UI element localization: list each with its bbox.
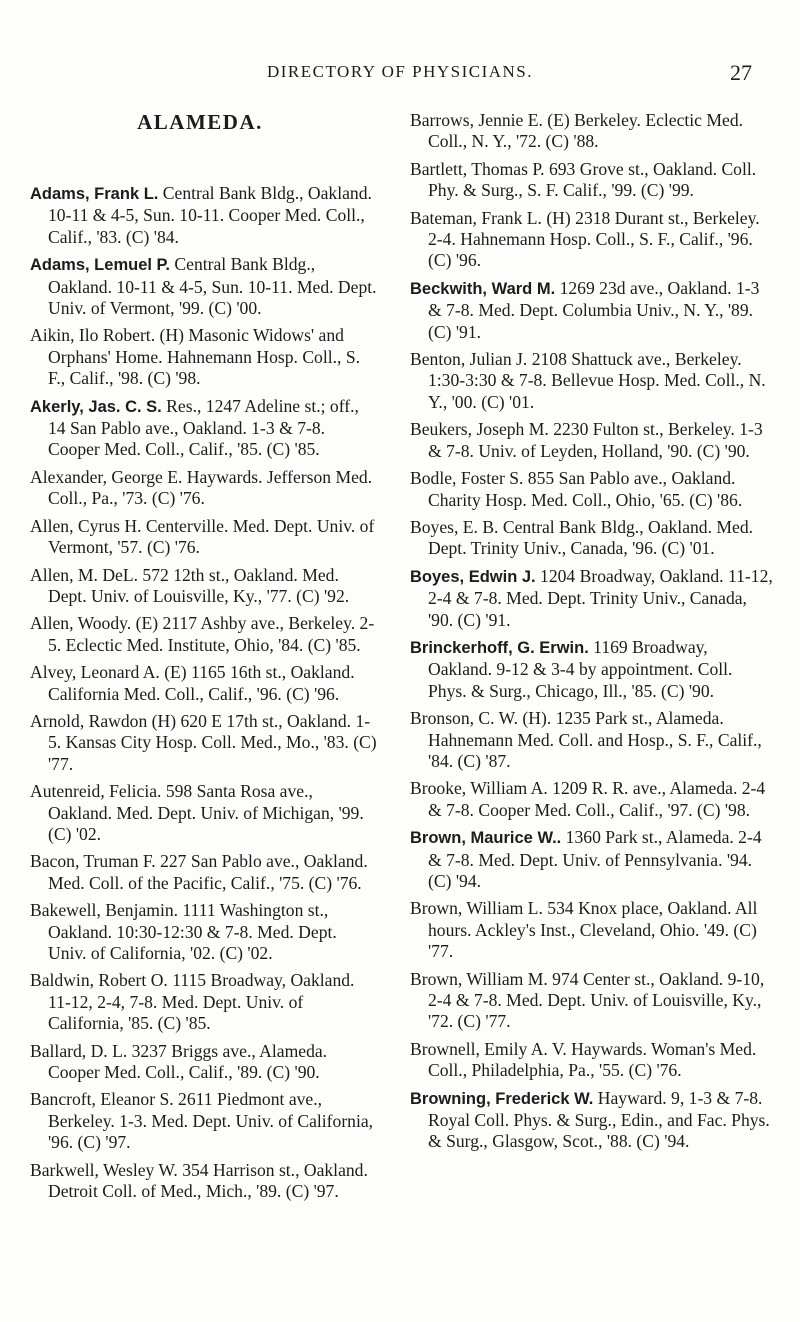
entry-details: (H) Masonic Widows' and Orphans' Home. Hahnemann Hosp. Coll., S. F., Calif., '98. (C) '98.	[48, 325, 361, 389]
physician-name: Alexander, George E.	[30, 466, 183, 487]
directory-entry	[410, 278, 775, 343]
entry-details: 2230 Fulton st., Berkeley. 1-3 & 7-8. Univ. of Leyden, Holland, '90. (C) '90.	[428, 419, 763, 461]
physician-name: Brownell, Emily A. V.	[410, 1038, 567, 1059]
directory-entry	[410, 969, 775, 1033]
physician-name: Brooke, William A.	[410, 778, 548, 799]
directory-entry	[30, 711, 378, 775]
entry-details: 2611 Piedmont ave., Berkeley. 1-3. Med. Dept. Univ. of California, '96. (C) '97.	[48, 1089, 374, 1153]
directory-entry	[410, 349, 775, 413]
directory-entry	[410, 110, 775, 153]
directory-entry	[410, 159, 775, 202]
entry-details: Centerville. Med. Dept. Univ. of Vermont, '57. (C) '76.	[48, 515, 375, 558]
directory-entry	[410, 1039, 775, 1082]
physician-name: Bancroft, Eleanor S.	[30, 1089, 174, 1110]
physician-name: Brinckerhoff, G. Erwin.	[410, 638, 589, 657]
physician-name: Benton, Julian J.	[410, 349, 528, 370]
directory-entry	[30, 1089, 378, 1153]
physician-name: Bronson, C. W.	[410, 708, 519, 729]
section-title: ALAMEDA.	[137, 110, 263, 134]
entry-details: (E) 1165 16th st., Oakland. California Med. Coll., Calif., '96. (C) '96.	[48, 662, 355, 704]
directory-entry	[30, 970, 378, 1034]
directory-entry	[30, 613, 378, 656]
physician-name: Browning, Frederick W.	[410, 1089, 594, 1108]
physician-name: Brown, Maurice W..	[410, 829, 562, 848]
entry-details: 3237 Briggs ave., Alameda. Cooper Med. Coll., Calif., '89. (C) '90.	[48, 1040, 328, 1083]
physician-name: Beukers, Joseph M.	[410, 419, 549, 440]
directory-entry	[30, 396, 378, 461]
entry-details: Central Bank Bldg., Oakland. 10-11 & 4-5, Sun. 10-11. Med. Dept. Univ. of Vermont, '99. (C) '00.	[48, 254, 377, 319]
physician-name: Boyes, E. B.	[410, 516, 499, 537]
entry-details: 693 Grove st., Oakland. Coll. Phy. & Surg., S. F. Calif., '99. (C) '99.	[428, 158, 757, 201]
physician-name: Brown, William L.	[410, 898, 543, 919]
physician-name: Allen, Woody.	[30, 613, 132, 634]
entry-details: 1209 R. R. ave., Alameda. 2-4 & 7-8. Cooper Med. Coll., Calif., '97. (C) '98.	[428, 778, 766, 820]
physician-name: Brown, William M.	[410, 968, 548, 989]
physician-name: Boyes, Edwin J.	[410, 567, 536, 586]
running-head	[0, 60, 800, 85]
physician-name: Barrows, Jennie E.	[410, 110, 543, 130]
physician-name: Arnold, Rawdon	[30, 710, 148, 731]
page-number: 27	[730, 60, 752, 85]
entry-details: 1115 Broadway, Oakland. 11-12, 2-4, 7-8. Med. Dept. Univ. of California, '85. (C) '85.	[48, 970, 355, 1034]
physician-name: Adams, Lemuel P.	[30, 256, 171, 275]
directory-entry	[30, 565, 378, 608]
entry-details: 855 San Pablo ave., Oakland. Charity Hosp. Med. Coll., Ohio, '65. (C) '86.	[428, 468, 743, 510]
directory-entry	[30, 254, 378, 319]
directory-entry	[410, 827, 775, 892]
entry-details: 1360 Park st., Alameda. 2-4 & 7-8. Med. Dept. Univ. of Pennsylvania. '94. (C) '94.	[428, 827, 762, 891]
directory-entry	[410, 517, 775, 560]
physician-name: Bodle, Foster S.	[410, 468, 524, 489]
directory-entry	[30, 900, 378, 964]
entry-details: 1204 Broadway, Oakland. 11-12, 2-4 & 7-8. Med. Dept. Trinity Univ., Canada, '90. (C) '91.	[428, 565, 773, 630]
entry-details: (E) 2117 Ashby ave., Berkeley. 2-5. Eclectic Med. Institute, Ohio, '84. (C) '85.	[48, 613, 375, 655]
entry-details: Hayward. 9, 1-3 & 7-8. Royal Coll. Phys. & Surg., Edin., and Fac. Phys. & Surg., Glasgow, Scot., '88. (C) '94.	[428, 1087, 770, 1152]
entry-details: (H) 2318 Durant st., Berkeley. 2-4. Hahnemann Hosp. Coll., S. F., Calif., '96. (C) '96.	[428, 207, 760, 271]
entry-details: Res., 1247 Adeline st.; off., 14 San Pablo ave., Oakland. 1-3 & 7-8. Cooper Med. Coll., Calif., '85. (C) '85.	[48, 395, 359, 460]
directory-entry	[410, 419, 775, 462]
physician-name: Barkwell, Wesley W.	[30, 1159, 178, 1180]
physician-name: Beckwith, Ward M.	[410, 279, 556, 298]
entry-details: 354 Harrison st., Oakland. Detroit Coll. of Med., Mich., '89. (C) '97.	[48, 1159, 368, 1202]
left-column	[30, 110, 378, 1208]
physician-name: Allen, M. DeL.	[30, 564, 138, 585]
directory-entry	[410, 208, 775, 272]
directory-entry	[410, 566, 775, 631]
entry-details: (H) 620 E 17th st., Oakland. 1-5. Kansas City Hosp. Coll. Med., Mo., '83. (C) '77.	[48, 710, 377, 774]
directory-entry	[30, 183, 378, 248]
entry-details: Central Bank Bldg., Oakland. Med. Dept. Trinity Univ., Canada, '96. (C) '01.	[428, 516, 754, 559]
physician-name: Aikin, Ilo Robert.	[30, 325, 156, 346]
directory-entry	[410, 778, 775, 821]
entry-details: Central Bank Bldg., Oakland. 10-11 & 4-5, Sun. 10-11. Cooper Med. Coll., Calif., '83. (C) '84.	[48, 183, 372, 247]
physician-name: Alvey, Leonard A.	[30, 662, 160, 683]
physician-name: Adams, Frank L.	[30, 185, 159, 203]
physician-name: Autenreid, Felicia.	[30, 781, 162, 802]
running-title: DIRECTORY OF PHYSICIANS.	[266, 62, 533, 81]
physician-name: Akerly, Jas. C. S.	[30, 397, 162, 416]
physician-name: Bartlett, Thomas P.	[410, 158, 545, 179]
physician-name: Baldwin, Robert O.	[30, 970, 168, 991]
entry-details: 2108 Shattuck ave., Berkeley. 1:30-3:30 & 7-8. Bellevue Hosp. Med. Coll., N. Y., '00. (C) '01.	[428, 349, 766, 412]
physician-name: Bateman, Frank L.	[410, 207, 542, 228]
physician-name: Bakewell, Benjamin.	[30, 900, 179, 921]
directory-entry	[30, 516, 378, 559]
entry-details: (E) Berkeley. Eclectic Med. Coll., N. Y., '72. (C) '88.	[428, 110, 744, 152]
entry-details: 1111 Washington st., Oakland. 10:30-12:30 & 7-8. Med. Dept. Univ. of California, '02. (C) '02.	[48, 900, 337, 963]
directory-entry	[30, 467, 378, 510]
directory-entry	[30, 781, 378, 845]
directory-entry	[410, 1088, 775, 1153]
physician-name: Bacon, Truman F.	[30, 851, 156, 872]
directory-entry	[30, 1160, 378, 1203]
directory-entry	[410, 708, 775, 772]
entry-details: 1269 23d ave., Oakland. 1-3 & 7-8. Med. Dept. Columbia Univ., N. Y., '89. (C) '91.	[428, 277, 760, 342]
right-column	[410, 110, 775, 1159]
directory-entry	[30, 662, 378, 705]
directory-entry	[410, 468, 775, 511]
directory-entry	[30, 1041, 378, 1084]
entry-details: 534 Knox place, Oakland. All hours. Ackley's Inst., Cleveland, Ohio. '49. (C) '77.	[428, 898, 758, 962]
entry-details: 1169 Broadway, Oakland. 9-12 & 3-4 by appointment. Coll. Phys. & Surg., Chicago, Ill., '85. (C) '90.	[428, 636, 733, 701]
directory-entry	[30, 325, 378, 389]
entry-details: 572 12th st., Oakland. Med. Dept. Univ. of Louisville, Ky., '77. (C) '92.	[48, 564, 350, 606]
entry-details: 974 Center st., Oakland. 9-10, 2-4 & 7-8. Med. Dept. Univ. of Louisville, Ky., '72. (C) '77.	[428, 968, 765, 1032]
entry-details: 598 Santa Rosa ave., Oakland. Med. Dept. Univ. of Michigan, '99. (C) '02.	[48, 781, 364, 844]
entry-details: Haywards. Jefferson Med. Coll., Pa., '73. (C) '76.	[48, 466, 373, 509]
entry-details: (H). 1235 Park st., Alameda. Hahnemann Med. Coll. and Hosp., S. F., Calif., '84. (C) '87.	[428, 708, 762, 771]
directory-entry	[410, 637, 775, 702]
entry-details: 227 San Pablo ave., Oakland. Med. Coll. of the Pacific, Calif., '75. (C) '76.	[48, 851, 368, 893]
physician-name: Ballard, D. L.	[30, 1040, 128, 1061]
directory-entry	[410, 898, 775, 962]
entry-details: Haywards. Woman's Med. Coll., Philadelphia, Pa., '55. (C) '76.	[428, 1038, 757, 1081]
directory-entry	[30, 851, 378, 894]
physician-name: Allen, Cyrus H.	[30, 515, 142, 536]
